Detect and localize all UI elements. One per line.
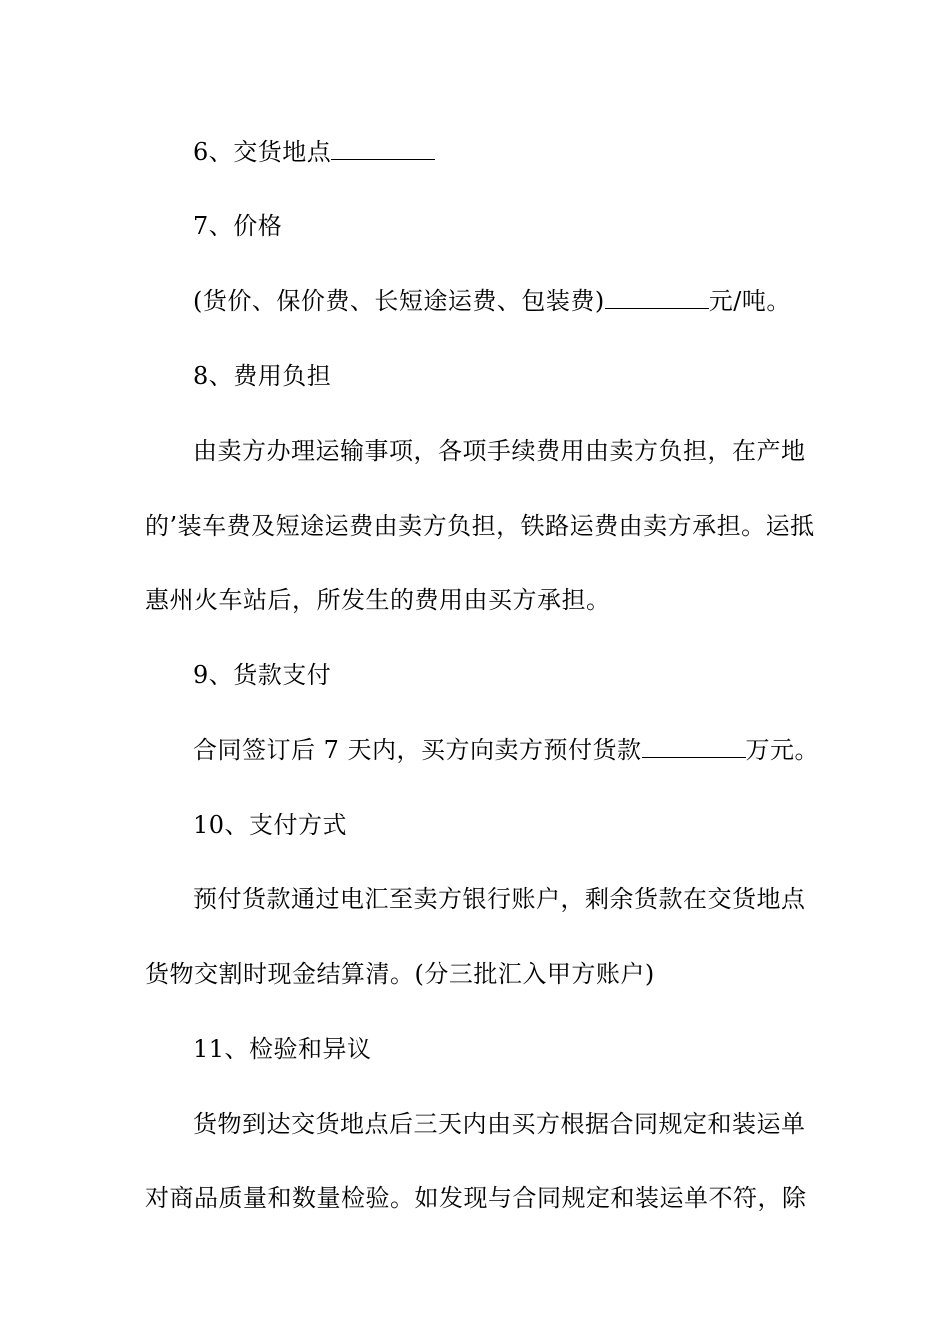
payment-paragraph [193, 734, 863, 766]
clause-7-price [193, 210, 863, 242]
line-text: 11、检验和异议 [193, 1035, 372, 1063]
clause-8-cost-burden [193, 360, 863, 392]
inspection-paragraph-line-1 [193, 1108, 863, 1140]
cost-burden-paragraph-line-3 [145, 584, 815, 616]
line-text: 预付货款通过电汇至卖方银行账户，剩余货款在交货地点 [193, 885, 806, 913]
line-text: 9、货款支付 [193, 661, 332, 689]
inspection-paragraph-line-2 [145, 1182, 815, 1214]
line-text: 10、支付方式 [193, 811, 348, 839]
line-text: 的’装车费及短途运费由卖方负担，铁路运费由卖方承担。运抵 [145, 512, 815, 540]
fill-in-blank [331, 137, 435, 160]
line-text: 对商品质量和数量检验。如发现与合同规定和装运单不符，除 [145, 1184, 807, 1212]
clause-9-payment [193, 659, 863, 691]
cost-burden-paragraph-line-2 [145, 510, 815, 542]
line-text: 货物交割时现金结算清。(分三批汇入甲方账户) [145, 960, 655, 988]
line-text-suffix: 万元。 [745, 736, 820, 764]
payment-method-paragraph-line-1 [193, 883, 863, 915]
payment-method-paragraph-line-2 [145, 958, 815, 990]
line-text: 6、交货地点 [193, 138, 332, 166]
line-text: 惠州火车站后，所发生的费用由买方承担。 [145, 586, 611, 614]
line-text: (货价、保价费、长短途运费、包装费) [193, 287, 605, 315]
clause-6-delivery-place [193, 136, 863, 168]
line-text: 由卖方办理运输事项，各项手续费用由卖方负担，在产地 [193, 437, 806, 465]
line-text: 合同签订后 7 天内，买方向卖方预付货款 [193, 736, 642, 764]
line-text-suffix: 元/吨。 [708, 287, 791, 315]
cost-burden-paragraph-line-1 [193, 435, 863, 467]
line-text: 8、费用负担 [193, 362, 332, 390]
line-text: 货物到达交货地点后三天内由买方根据合同规定和装运单 [193, 1110, 806, 1138]
clause-11-inspection [193, 1033, 863, 1065]
price-detail [193, 285, 863, 317]
line-text: 7、价格 [193, 212, 283, 240]
fill-in-blank [605, 286, 709, 309]
clause-10-payment-method [193, 809, 863, 841]
fill-in-blank [642, 735, 746, 758]
